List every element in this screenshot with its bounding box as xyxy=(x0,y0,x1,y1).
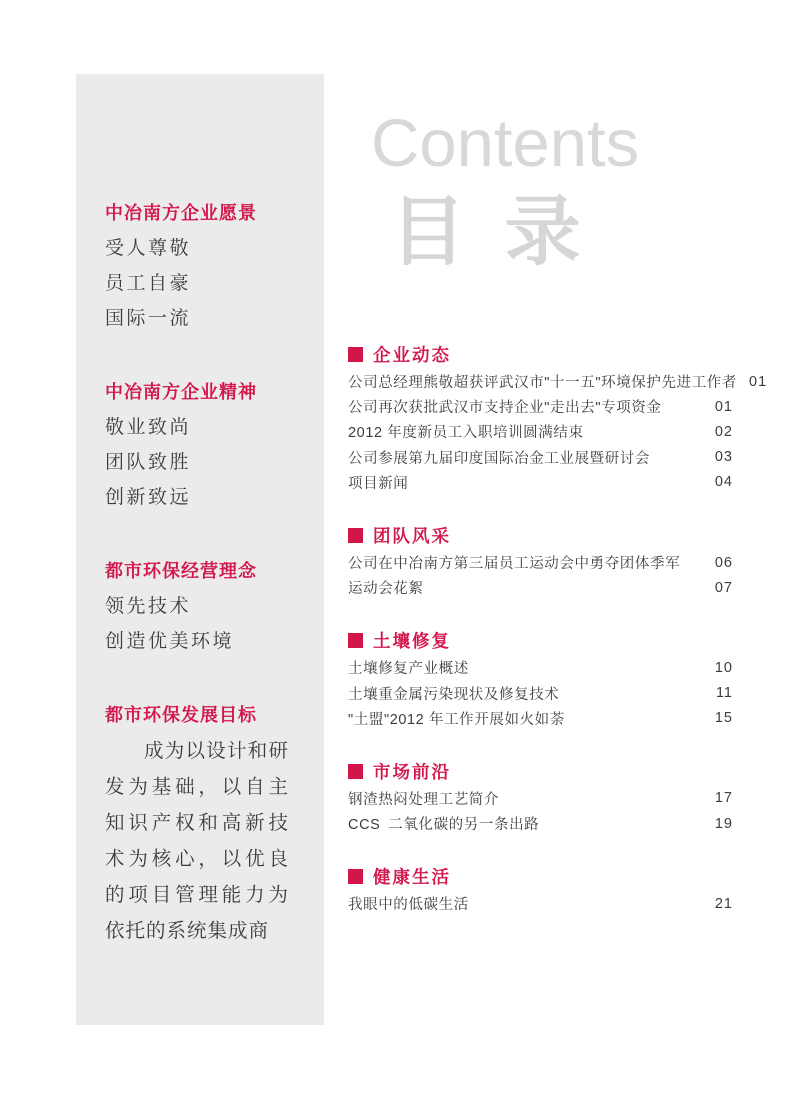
sidebar-item: 敬业致尚 xyxy=(105,417,192,438)
toc-section xyxy=(348,628,733,731)
sidebar-group xyxy=(105,196,289,336)
sidebar-group-heading: 都市环保经营理念 xyxy=(105,561,257,581)
toc-entry-page: 07 xyxy=(714,579,733,596)
toc-entry-title: 运动会花絮 xyxy=(348,581,424,598)
sidebar-group-heading: 都市环保发展目标 xyxy=(105,705,257,725)
toc-entry-page: 03 xyxy=(714,449,733,466)
toc-entry-page: 21 xyxy=(714,895,733,912)
toc-entry-title: CCS 二氧化碳的另一条出路 xyxy=(348,817,540,834)
toc-entry-title: 土壤重金属污染现状及修复技术 xyxy=(348,686,560,703)
contents-title-zh: 目 录 xyxy=(390,187,587,276)
sidebar-group-heading: 中冶南方企业精神 xyxy=(105,382,257,402)
sidebar-item: 领先技术 xyxy=(105,596,192,617)
toc-section xyxy=(348,523,733,600)
toc-entry-title: 土壤修复产业概述 xyxy=(348,661,469,678)
toc-entry xyxy=(348,786,733,811)
sidebar-group-heading: 中冶南方企业愿景 xyxy=(105,203,257,223)
toc-entry-page: 06 xyxy=(714,554,733,571)
toc-entry-page: 17 xyxy=(714,790,733,807)
sidebar-item: 国际一流 xyxy=(105,308,192,329)
toc-section-heading xyxy=(348,342,733,367)
toc-section-title: 企业动态 xyxy=(373,345,451,365)
toc-section xyxy=(348,864,733,916)
toc-entry xyxy=(348,470,733,495)
toc-entry-page: 19 xyxy=(714,815,733,832)
toc-entry xyxy=(348,419,733,444)
toc-entry-title: 公司再次获批武汉市支持企业"走出去"专项资金 xyxy=(348,400,662,417)
toc-entry xyxy=(348,550,733,575)
toc-entry-title: 公司在中冶南方第三届员工运动会中勇夺团体季军 xyxy=(348,556,681,573)
sidebar-group xyxy=(105,554,289,659)
toc-entry xyxy=(348,394,733,419)
toc-section-heading xyxy=(348,759,733,784)
toc-entry-page: 01 xyxy=(749,373,768,390)
toc-entry-page: 10 xyxy=(714,659,733,676)
toc-section-title: 团队风采 xyxy=(373,525,451,546)
sidebar-item: 创造优美环境 xyxy=(105,631,235,652)
toc-entry xyxy=(348,891,733,916)
toc-entry xyxy=(348,369,768,394)
sidebar-item: 团队致胜 xyxy=(105,452,192,473)
sidebar-item: 员工自豪 xyxy=(105,273,192,294)
toc-entry-title: "土盟"2012 年工作开展如火如荼 xyxy=(348,711,565,728)
section-bullet-square-icon xyxy=(348,633,363,648)
sidebar-paragraph: 成为以设计和研发为基础，以自主知识产权和高新技术为核心，以优良的项目管理能力为依托的系统集成商 xyxy=(105,740,289,942)
sidebar-group xyxy=(105,698,289,949)
toc-section xyxy=(348,759,733,836)
toc-section-title: 健康生活 xyxy=(373,867,451,888)
toc-entry xyxy=(348,681,733,706)
toc-entry-page: 04 xyxy=(714,474,733,491)
toc-entry-title: 公司总经理熊敬超获评武汉市"十一五"环境保护先进工作者 xyxy=(348,375,737,392)
toc-section-heading xyxy=(348,628,733,653)
toc-entry xyxy=(348,706,733,731)
sidebar-item: 创新致远 xyxy=(105,487,192,508)
toc-entry-title: 项目新闻 xyxy=(348,475,409,492)
toc-entry xyxy=(348,811,733,836)
toc-section-title: 土壤修复 xyxy=(373,631,451,652)
toc-section-title: 市场前沿 xyxy=(373,761,451,782)
sidebar-group xyxy=(105,375,289,515)
toc-entry xyxy=(348,655,733,680)
toc-section xyxy=(348,342,768,495)
toc-section-heading xyxy=(348,523,733,548)
section-bullet-square-icon xyxy=(348,528,363,543)
toc-entry-title: 钢渣热闷处理工艺简介 xyxy=(348,791,499,808)
section-bullet-square-icon xyxy=(348,347,363,362)
toc-entry-page: 15 xyxy=(714,710,733,727)
contents-title-en: Contents xyxy=(371,106,640,181)
toc-entry-title: 我眼中的低碳生活 xyxy=(348,897,469,914)
toc-entry xyxy=(348,575,733,600)
sidebar-item: 受人尊敬 xyxy=(105,238,192,259)
toc-entry-page: 01 xyxy=(714,398,733,415)
toc-section-heading xyxy=(348,864,733,889)
section-bullet-square-icon xyxy=(348,764,363,779)
toc-entry-page: 11 xyxy=(715,685,733,702)
sidebar xyxy=(76,74,324,1025)
toc-entry-page: 02 xyxy=(714,423,733,440)
toc-entry-title: 公司参展第九届印度国际冶金工业展暨研讨会 xyxy=(348,450,650,467)
toc-entry xyxy=(348,445,733,470)
section-bullet-square-icon xyxy=(348,869,363,884)
toc-sections xyxy=(348,342,768,944)
toc-entry-title: 2012 年度新员工入职培训圆满结束 xyxy=(348,425,584,442)
